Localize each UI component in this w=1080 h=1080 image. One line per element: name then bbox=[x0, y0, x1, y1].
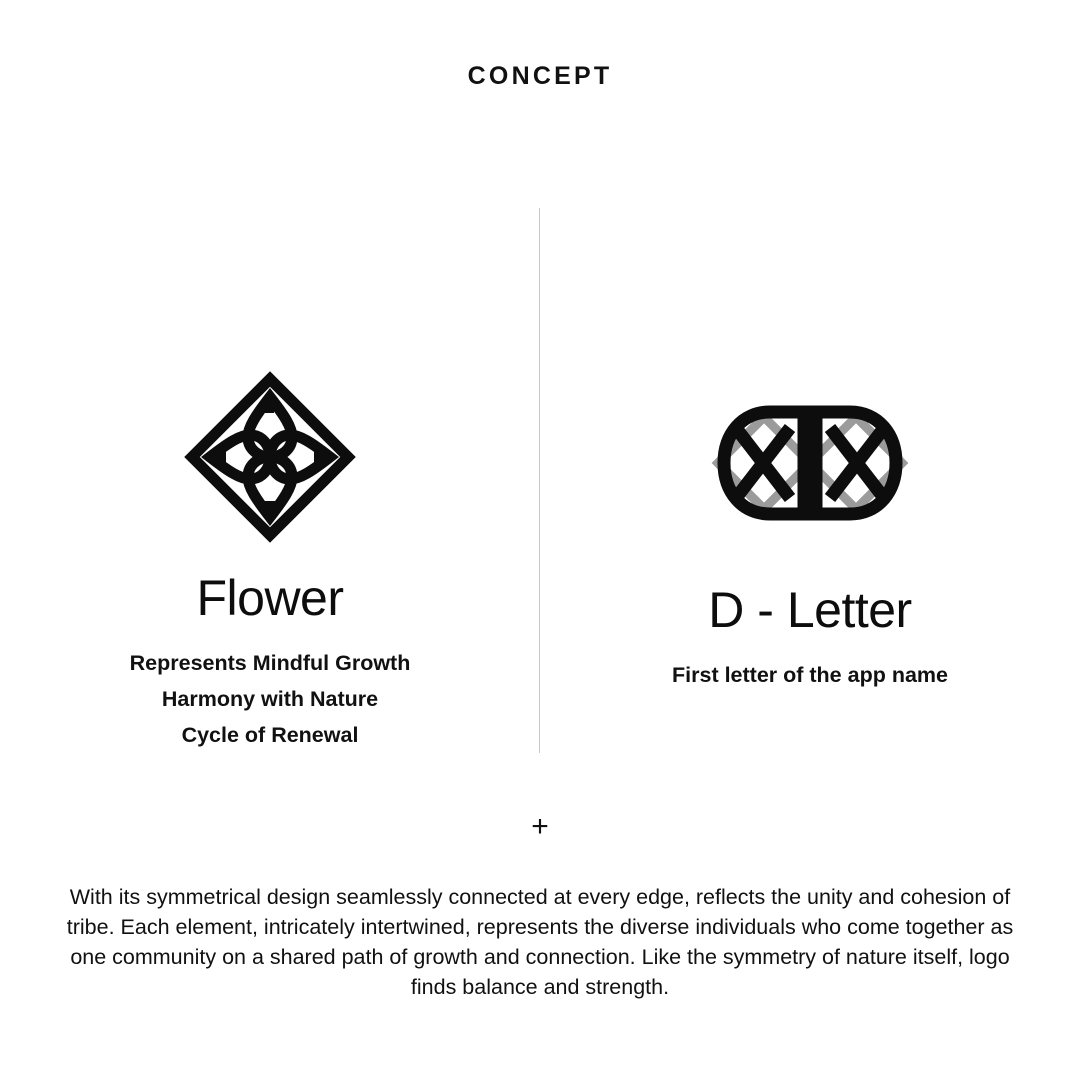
column-description-line: Cycle of Renewal bbox=[181, 723, 359, 747]
concept-column-d-letter bbox=[540, 208, 1080, 753]
column-description-line: Represents Mindful Growth bbox=[129, 651, 411, 675]
column-description bbox=[130, 645, 411, 753]
d-letter-mark-icon bbox=[694, 363, 926, 563]
concept-columns bbox=[0, 208, 1080, 753]
column-description-line: First letter of the app name bbox=[672, 663, 948, 687]
page-title: CONCEPT bbox=[467, 62, 613, 90]
column-title: Flower bbox=[196, 570, 344, 626]
summary-paragraph: With its symmetrical design seamlessly connected at every edge, reflects the unity and cohesion of tribe. Each element, intricately intertwined, represents the diverse individuals who come together as one community on a shared path of growth and connection. Like the symmetry of nature itself, logo finds balance and strength. bbox=[66, 885, 1014, 999]
flower-mark-icon bbox=[180, 363, 360, 551]
column-description-line: Harmony with Nature bbox=[161, 687, 379, 711]
column-description bbox=[672, 657, 948, 693]
plus-symbol: + bbox=[531, 810, 549, 843]
column-title: D - Letter bbox=[708, 582, 912, 638]
concept-column-flower bbox=[0, 208, 540, 753]
